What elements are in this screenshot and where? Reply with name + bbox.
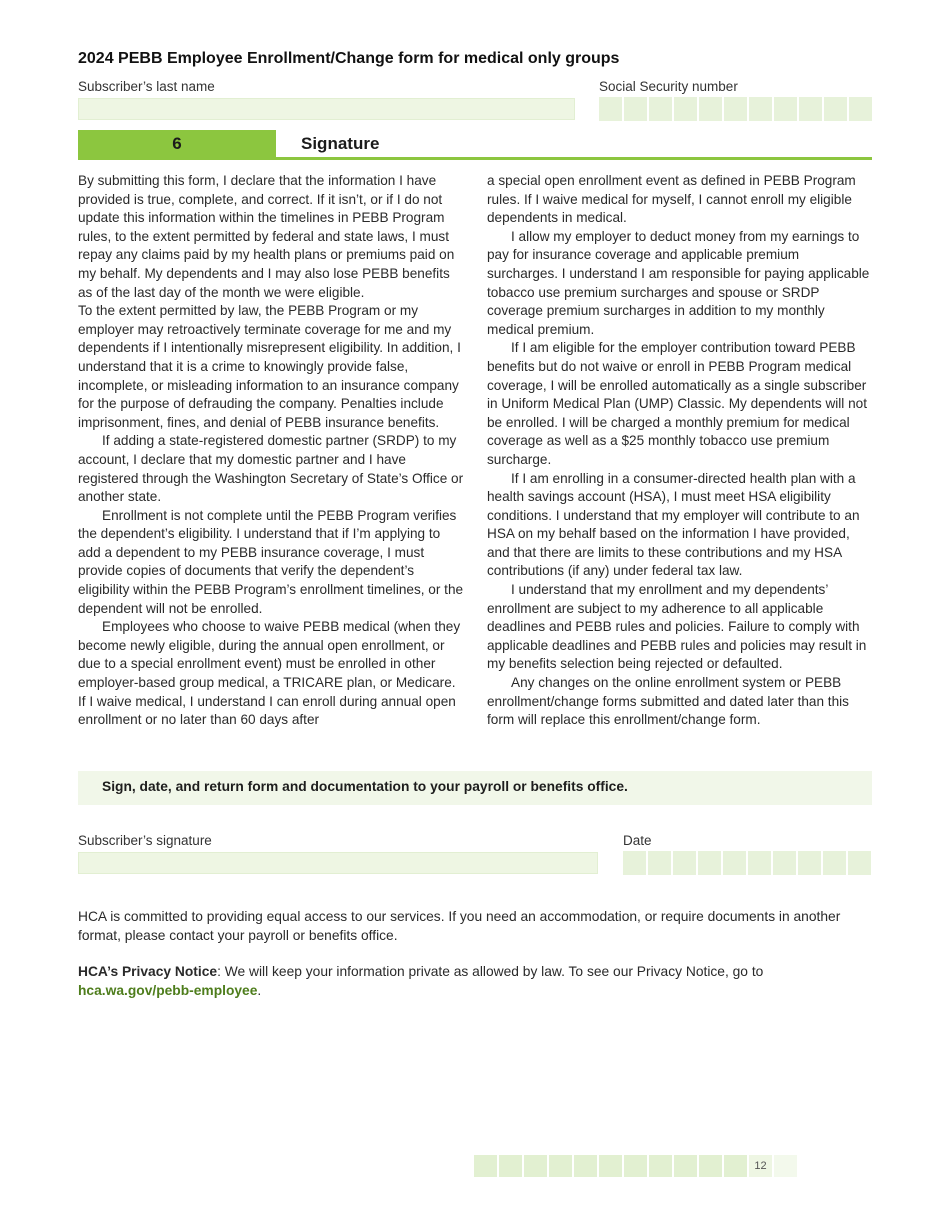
privacy-heading: HCA’s Privacy Notice: [78, 964, 218, 979]
footer-box: [774, 1155, 797, 1177]
accessibility-statement: HCA is committed to providing equal access to our services. If you need an accommodation, or require documents in another format, please contact your payroll or benefits office.: [78, 909, 841, 943]
ssn-digit-box[interactable]: [674, 97, 697, 121]
ssn-digit-box[interactable]: [649, 97, 672, 121]
date-digit-box[interactable]: [698, 851, 721, 875]
ssn-digit-box[interactable]: [699, 97, 722, 121]
form-title: 2024 PEBB Employee Enrollment/Change form for medical only groups: [78, 50, 620, 67]
section-header: [78, 130, 872, 160]
footer-box: [724, 1155, 747, 1177]
signature-field[interactable]: [78, 852, 598, 874]
date-digit-box[interactable]: [773, 851, 796, 875]
paragraph: If adding a state-registered domestic partner (SRDP) to my account, I declare that my domestic partner and I have registered through the Washington Secretary of State’s Office or another state.: [78, 433, 464, 505]
date-digit-box[interactable]: [623, 851, 646, 875]
return-instructions: Sign, date, and return form and documentation to your payroll or benefits office.: [78, 771, 872, 805]
paragraph: Enrollment is not complete until the PEBB Program verifies the dependent’s eligibility. I understand that if I’m applying to add a dependent to my PEBB insurance coverage, I must provide copies of documents that verify the dependent’s eligibility within the PEBB Program’s enrollment timelines, or the dependent will not be enrolled.: [78, 507, 464, 616]
footer-box: [674, 1155, 697, 1177]
footer-box: [624, 1155, 647, 1177]
date-digit-box[interactable]: [748, 851, 771, 875]
ssn-label: Social Security number: [599, 79, 738, 94]
paragraph: a special open enrollment event as defined in PEBB Program rules. If I waive medical for myself, I cannot enroll my eligible dependents in medical.: [487, 173, 856, 226]
page-number: 12: [749, 1155, 772, 1177]
privacy-notice: [78, 963, 872, 1000]
right-column: [487, 172, 873, 730]
footer-box: [649, 1155, 672, 1177]
ssn-digit-box[interactable]: [724, 97, 747, 121]
footer-box: [599, 1155, 622, 1177]
privacy-end: .: [257, 982, 262, 998]
paragraph: To the extent permitted by law, the PEBB Program or my employer may retroactively terminate coverage for me and my dependents if I intentionally misrepresent eligibility. In addition, I understand that it is a crime to knowingly provide false, incomplete, or misleading information to an insurance company for the purpose of defrauding the company. Penalties include imprisonment, fines, and denial of PEBB insurance benefits.: [78, 303, 461, 430]
date-digit-box[interactable]: [798, 851, 821, 875]
footer-box: [499, 1155, 522, 1177]
paragraph: If I am enrolling in a consumer-directed health plan with a health savings account (HSA), I must meet HSA eligibility conditions. I understand that my employer will contribute to an HSA on my behalf based on the information I have provided, and that there are limits to these contributions and my HSA contributions (if any) under federal tax law.: [487, 470, 860, 579]
ssn-digit-box[interactable]: [824, 97, 847, 121]
paragraph: I understand that my enrollment and my dependents’ enrollment are subject to my adherence to all applicable deadlines and PEBB rules and policies. Failure to comply with applicable deadlines and PEBB rules and policies may result in my benefits selection being rejected or defaulted.: [487, 582, 867, 672]
ssn-digit-box[interactable]: [749, 97, 772, 121]
ssn-digit-box[interactable]: [799, 97, 822, 121]
left-column: [78, 172, 464, 730]
footer-box: [574, 1155, 597, 1177]
ssn-digit-box[interactable]: [624, 97, 647, 121]
paragraph: Any changes on the online enrollment system or PEBB enrollment/change forms submitted and dated later than this form will replace this enrollment/change form.: [487, 675, 849, 728]
date-digit-box[interactable]: [723, 851, 746, 875]
signature-label: Subscriber’s signature: [78, 833, 212, 848]
paragraph: Employees who choose to waive PEBB medical (when they become newly eligible, during the annual open enrollment, or due to a special enrollment event) must be enrolled in other employer-based group medical, a TRICARE plan, or Medicare. If I waive medical, I understand I can enroll during annual open enrollment or no later than 60 days after: [78, 619, 461, 728]
paragraph: By submitting this form, I declare that the information I have provided is true, complete, and correct. If it isn’t, or if I do not update this information within the timelines in PEBB Program rules, to the extent permitted by federal and state laws, I must repay any claims paid by my health plans or premiums paid on my behalf. My dependents and I may also lose PEBB benefits as of the last day of the month we were eligible.: [78, 173, 455, 300]
date-input[interactable]: [623, 851, 871, 875]
paragraph: I allow my employer to deduct money from my earnings to pay for insurance coverage and applicable premium surcharges. I understand I am responsible for paying applicable tobacco use premium surcharges and spouse or SRDP coverage premium surcharges in addition to my monthly medical premium.: [487, 228, 870, 337]
date-label: Date: [623, 833, 652, 848]
section-number: 6: [78, 130, 276, 157]
date-digit-box[interactable]: [848, 851, 871, 875]
date-digit-box[interactable]: [673, 851, 696, 875]
privacy-link[interactable]: hca.wa.gov/pebb-employee: [78, 982, 258, 998]
footer-tabs: [474, 1155, 797, 1177]
ssn-digit-box[interactable]: [849, 97, 872, 121]
footer-box: [699, 1155, 722, 1177]
footer-box: [524, 1155, 547, 1177]
footer-box: [549, 1155, 572, 1177]
section-title: Signature: [301, 134, 380, 153]
ssn-digit-box[interactable]: [774, 97, 797, 121]
privacy-text: : We will keep your information private as allowed by law. To see our Privacy Notice, go to: [217, 964, 764, 979]
last-name-label: Subscriber’s last name: [78, 79, 215, 94]
paragraph: If I am eligible for the employer contribution toward PEBB benefits but do not waive or enroll in PEBB Program medical coverage, I will be enrolled automatically as a single subscriber in Uniform Medical Plan (UMP) Classic. My dependents will not be enrolled. I will be charged a monthly premium for medical coverage as well as a $25 monthly tobacco use premium surcharge.: [487, 340, 868, 467]
footer-box: [474, 1155, 497, 1177]
ssn-digit-box[interactable]: [599, 97, 622, 121]
date-digit-box[interactable]: [648, 851, 671, 875]
date-digit-box[interactable]: [823, 851, 846, 875]
ssn-input[interactable]: [599, 97, 872, 121]
last-name-input[interactable]: [78, 98, 575, 120]
